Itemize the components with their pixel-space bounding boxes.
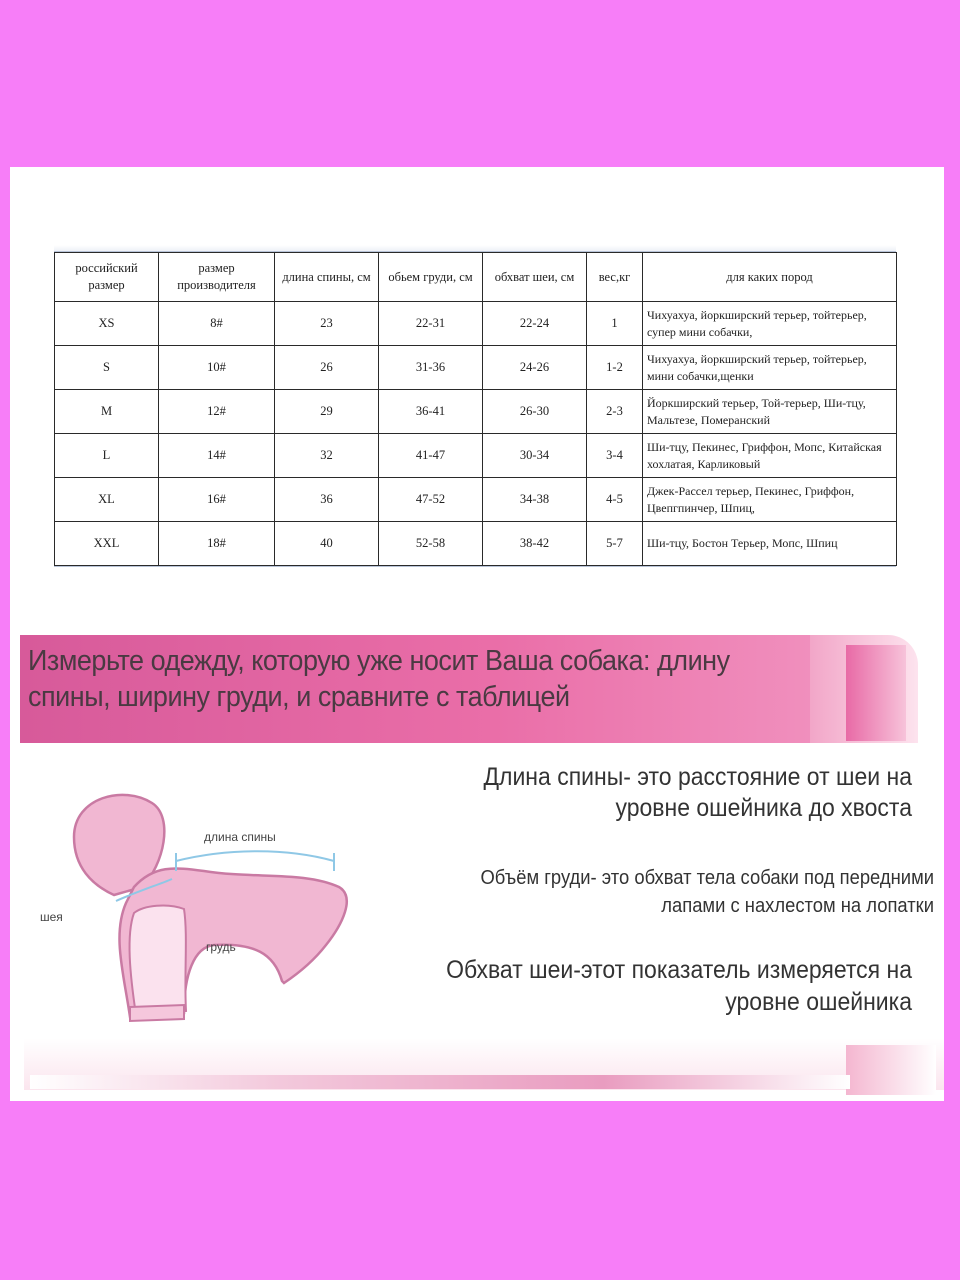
label-chest: грудь	[206, 940, 236, 954]
cell-weight: 2-3	[587, 390, 643, 434]
cell-chest: 31-36	[379, 346, 483, 390]
cell-weight: 4-5	[587, 478, 643, 522]
table-header-strip	[54, 245, 896, 252]
table-row	[55, 302, 897, 346]
cell-chest: 41-47	[379, 434, 483, 478]
dog-clothing-diagram	[34, 775, 364, 1035]
cell-ru-size: XXL	[55, 522, 159, 566]
back-length-description: Длина спины- это расстояние от шеи на уровне ошейника до хвоста	[483, 763, 912, 822]
cell-weight: 1-2	[587, 346, 643, 390]
info-panel-edge	[846, 1045, 936, 1095]
table-row	[55, 478, 897, 522]
table-row	[55, 390, 897, 434]
label-neck: шея	[40, 910, 63, 924]
cell-back-length: 29	[275, 390, 379, 434]
neck-description: Обхват шеи-этот показатель измеряется на уровне ошейника	[446, 956, 912, 1016]
sleeve-cuff	[130, 1005, 184, 1021]
cell-breeds: Чихуахуа, йоркширский терьер, тойтерьер, мини собачки,щенки	[643, 346, 897, 390]
cell-neck: 24-26	[483, 346, 587, 390]
table-row	[55, 346, 897, 390]
cell-breeds: Йоркширский терьер, Той-терьер, Ши-тцу, Мальтезе, Померанский	[643, 390, 897, 434]
cell-chest: 52-58	[379, 522, 483, 566]
header-neck: обхват шеи, см	[483, 253, 587, 302]
cell-chest: 47-52	[379, 478, 483, 522]
banner-text: Измерьте одежду, которую уже носит Ваша собака: длину спины, ширину груди, и сравните с таблицей	[28, 645, 730, 713]
cell-ru-size: XL	[55, 478, 159, 522]
cell-breeds: Ши-тцу, Бостон Терьер, Мопс, Шпиц	[643, 522, 897, 566]
header-back-length: длина спины, см	[275, 253, 379, 302]
cell-ru-size: S	[55, 346, 159, 390]
cell-maker-size: 10#	[159, 346, 275, 390]
cell-breeds: Чихуахуа, йоркширский терьер, тойтерьер, супер мини собачки,	[643, 302, 897, 346]
table-header-row	[55, 253, 897, 302]
cell-maker-size: 16#	[159, 478, 275, 522]
bottom-fade	[30, 1075, 850, 1089]
cell-weight: 1	[587, 302, 643, 346]
cell-maker-size: 12#	[159, 390, 275, 434]
size-table-wrap	[54, 245, 896, 573]
cell-neck: 34-38	[483, 478, 587, 522]
banner-tail-inner	[846, 645, 906, 741]
cell-chest: 36-41	[379, 390, 483, 434]
cell-neck: 22-24	[483, 302, 587, 346]
table-row	[55, 434, 897, 478]
chest-description: Объём груди- это обхват тела собаки под передними лапами с нахлестом на лопатки	[480, 867, 934, 917]
cell-ru-size: L	[55, 434, 159, 478]
header-chest: обьем груди, см	[379, 253, 483, 302]
cell-maker-size: 8#	[159, 302, 275, 346]
cell-neck: 38-42	[483, 522, 587, 566]
table-bottom-strip	[54, 566, 896, 573]
cell-maker-size: 18#	[159, 522, 275, 566]
chest-shape	[130, 906, 186, 1015]
back-length-line	[176, 851, 334, 861]
header-maker-size: размер производителя	[159, 253, 275, 302]
cell-breeds: Джек-Рассел терьер, Пекинес, Гриффон, Цвепгпинчер, Шпиц,	[643, 478, 897, 522]
header-breeds: для каких пород	[643, 253, 897, 302]
cell-neck: 30-34	[483, 434, 587, 478]
cell-weight: 5-7	[587, 522, 643, 566]
cell-ru-size: M	[55, 390, 159, 434]
cell-back-length: 40	[275, 522, 379, 566]
label-back-length: длина спины	[204, 830, 276, 844]
cell-neck: 26-30	[483, 390, 587, 434]
cell-maker-size: 14#	[159, 434, 275, 478]
cell-weight: 3-4	[587, 434, 643, 478]
cell-back-length: 26	[275, 346, 379, 390]
cell-chest: 22-31	[379, 302, 483, 346]
cell-back-length: 23	[275, 302, 379, 346]
cell-ru-size: XS	[55, 302, 159, 346]
size-table	[54, 252, 897, 566]
header-weight: вес,кг	[587, 253, 643, 302]
table-row	[55, 522, 897, 566]
cell-back-length: 32	[275, 434, 379, 478]
cell-breeds: Ши-тцу, Пекинес, Гриффон, Мопс, Китайская хохлатая, Карликовый	[643, 434, 897, 478]
header-ru-size: российский размер	[55, 253, 159, 302]
cell-back-length: 36	[275, 478, 379, 522]
